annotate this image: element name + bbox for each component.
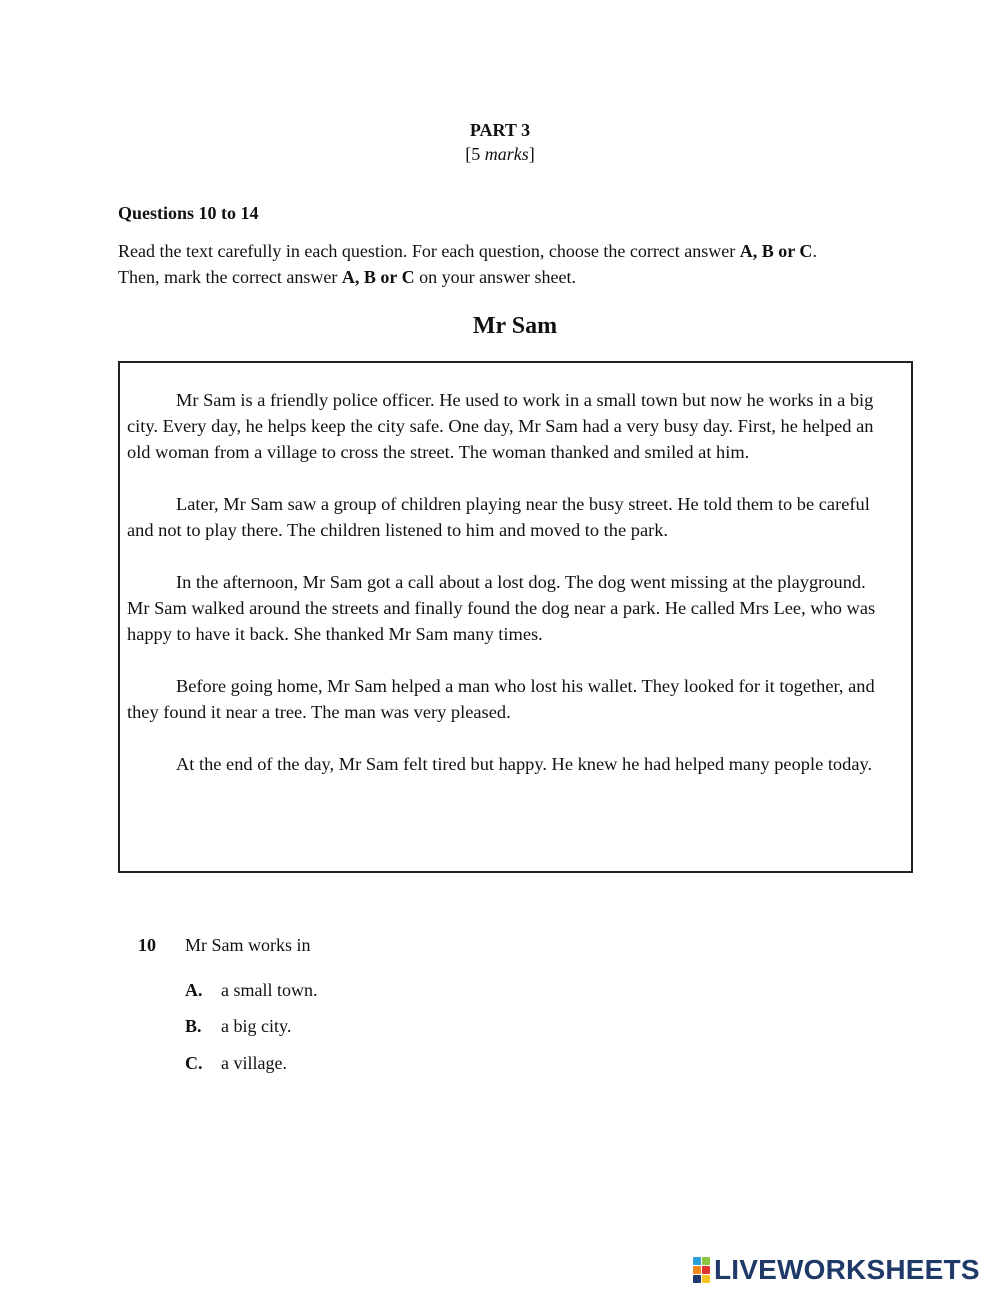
logo-square-5 bbox=[693, 1275, 701, 1283]
liveworksheets-logo bbox=[693, 1256, 980, 1284]
passage-paragraph-2: Later, Mr Sam saw a group of children playing near the busy street. He told them to be careful and not to play there. The children listened to him and moved to the park. bbox=[127, 494, 870, 540]
logo-square-2 bbox=[702, 1257, 710, 1265]
wordmark-part-2: SHEETS bbox=[866, 1254, 980, 1285]
instr-1-end: . bbox=[812, 241, 817, 261]
option-b-text: a big city. bbox=[221, 1016, 292, 1036]
part-marks bbox=[0, 143, 1000, 165]
question-number: 10 bbox=[138, 935, 156, 955]
instructions-line-2 bbox=[118, 264, 918, 290]
instr-2-bold: A, B or C bbox=[341, 267, 415, 287]
logo-square-6 bbox=[702, 1275, 710, 1283]
option-c-letter: C. bbox=[185, 1053, 203, 1073]
instructions-line-1 bbox=[118, 238, 918, 264]
questions-heading: Questions 10 to 14 bbox=[118, 203, 259, 223]
passage-box bbox=[118, 361, 913, 873]
marks-word: marks bbox=[484, 144, 529, 164]
passage-paragraph-3: In the afternoon, Mr Sam got a call about a lost dog. The dog went missing at the playground. Mr Sam walked around the streets and finally found the dog near a park. He called Mrs Lee, who was happy to have it back. She thanked Mr Sam many times. bbox=[127, 572, 876, 644]
option-a[interactable] bbox=[185, 978, 318, 1002]
option-a-text: a small town. bbox=[221, 980, 318, 1000]
instructions bbox=[118, 238, 918, 290]
marks-close: ] bbox=[528, 144, 535, 164]
passage-paragraph-5: At the end of the day, Mr Sam felt tired but happy. He knew he had helped many people today. bbox=[176, 754, 873, 774]
passage-title: Mr Sam bbox=[472, 313, 558, 339]
wordmark-part-1: LIVEWORK bbox=[714, 1254, 867, 1285]
passage-paragraph-1: Mr Sam is a friendly police officer. He used to work in a small town but now he works in a big city. Every day, he helps keep the city safe. One day, Mr Sam had a very busy day. First, he helped an old woman from a village to cross the street. The woman thanked and smiled at him. bbox=[127, 390, 874, 462]
option-a-letter: A. bbox=[185, 980, 203, 1000]
option-c[interactable] bbox=[185, 1051, 287, 1075]
liveworksheets-mark-icon bbox=[693, 1257, 710, 1283]
liveworksheets-wordmark bbox=[714, 1256, 980, 1284]
passage-paragraph-4: Before going home, Mr Sam helped a man who lost his wallet. They looked for it together, and they found it near a tree. The man was very pleased. bbox=[127, 676, 875, 722]
option-c-text: a village. bbox=[221, 1053, 287, 1073]
instr-2-end: on your answer sheet. bbox=[414, 267, 577, 287]
logo-square-4 bbox=[702, 1266, 710, 1274]
instr-1-start: Read the text carefully in each question. For each question, choose the correct answer bbox=[118, 241, 740, 261]
option-b[interactable] bbox=[185, 1014, 291, 1038]
option-b-letter: B. bbox=[185, 1016, 202, 1036]
question-stem: Mr Sam works in bbox=[185, 935, 311, 955]
instr-1-bold: A, B or C bbox=[739, 241, 813, 261]
instr-2-start: Then, mark the correct answer bbox=[118, 267, 342, 287]
logo-square-3 bbox=[693, 1266, 701, 1274]
logo-square-1 bbox=[693, 1257, 701, 1265]
question-10 bbox=[138, 933, 311, 957]
marks-open: [5 bbox=[465, 144, 485, 164]
part-title: PART 3 bbox=[469, 120, 531, 140]
